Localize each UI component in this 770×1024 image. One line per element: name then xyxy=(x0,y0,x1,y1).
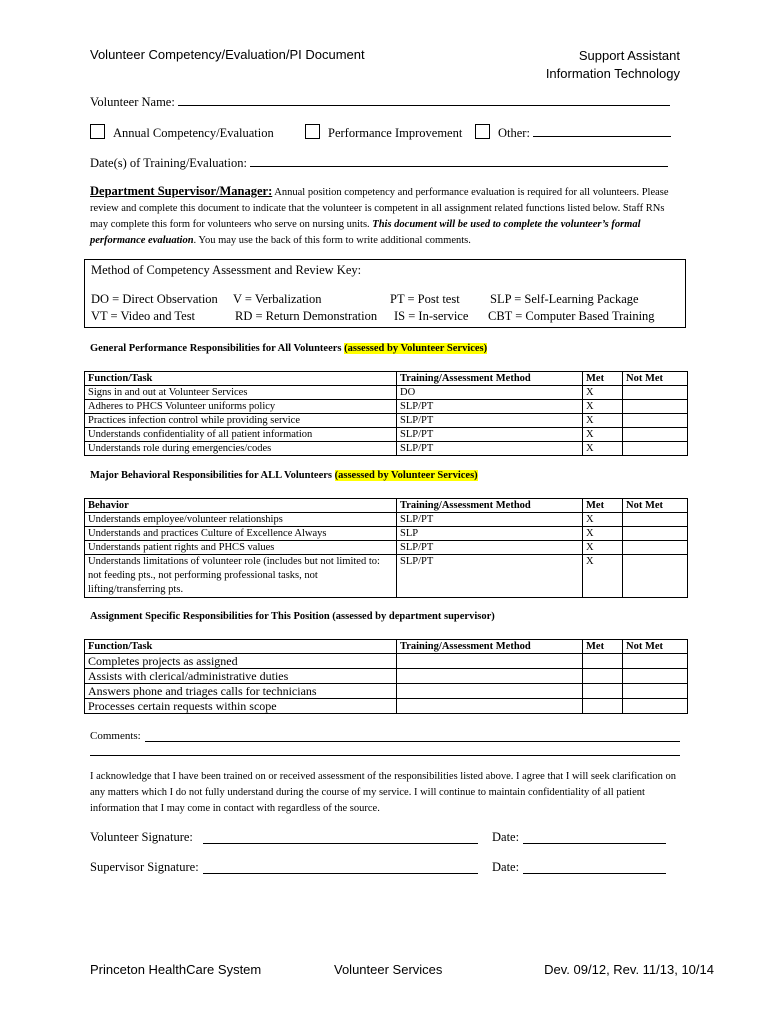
column-header: Met xyxy=(583,640,623,654)
behavior-cell: Understands patient rights and PHCS values xyxy=(85,541,397,555)
key-rd: RD = Return Demonstration xyxy=(235,309,378,323)
dates-row xyxy=(90,154,668,171)
method-cell[interactable] xyxy=(397,699,583,714)
performance-option[interactable] xyxy=(305,124,462,141)
supervisor-date-label: Date: xyxy=(492,860,520,874)
table-header-row xyxy=(85,372,688,386)
method-cell: SLP/PT xyxy=(397,400,583,414)
column-header: Not Met xyxy=(623,499,688,513)
volunteer-signature-field[interactable] xyxy=(203,843,478,844)
method-cell: SLP xyxy=(397,527,583,541)
column-header: Function/Task xyxy=(85,640,397,654)
instructions xyxy=(90,183,682,249)
section3-title: Assignment Specific Responsibilities for This Position (assessed by department supervisor) xyxy=(90,611,495,622)
annual-label: Annual Competency/Evaluation xyxy=(113,126,274,140)
comments-field-line2[interactable] xyxy=(90,755,680,756)
column-header: Function/Task xyxy=(85,372,397,386)
not-met-cell[interactable] xyxy=(623,555,688,598)
not-met-cell[interactable] xyxy=(623,527,688,541)
assignment-responsibilities-table xyxy=(84,639,688,714)
section2-title xyxy=(90,470,478,481)
supervisor-signature-field[interactable] xyxy=(203,873,478,874)
met-cell[interactable]: X xyxy=(583,400,623,414)
footer-revision: Dev. 09/12, Rev. 11/13, 10/14 xyxy=(544,962,714,977)
key-vt: VT = Video and Test xyxy=(91,309,196,323)
task-cell: Adheres to PHCS Volunteer uniforms policy xyxy=(85,400,397,414)
position-role: Support Assistant xyxy=(578,48,680,63)
instructions-text-a: Annual position competency and performance evaluation is required for all volunteers. Please review and complete this document to indicate that the volunteer is competent in all assignment related functions listed below. Staff RNs may complete this form for volunteers who serve on nursing units. xyxy=(90,187,669,230)
key-pt: PT = Post test xyxy=(390,292,460,306)
position-department: Information Technology xyxy=(545,66,680,81)
table-row xyxy=(85,513,688,527)
method-cell[interactable] xyxy=(397,684,583,699)
position-title xyxy=(546,47,680,83)
comments-label: Comments: xyxy=(90,730,141,742)
not-met-cell[interactable] xyxy=(623,442,688,456)
supervisor-signature-label: Supervisor Signature: xyxy=(90,860,199,874)
general-responsibilities-table xyxy=(84,371,688,456)
footer-organization: Princeton HealthCare System xyxy=(90,962,262,977)
method-cell: SLP/PT xyxy=(397,555,583,598)
table-row xyxy=(85,442,688,456)
table-row xyxy=(85,414,688,428)
table-header-row xyxy=(85,499,688,513)
volunteer-signature-label: Volunteer Signature: xyxy=(90,830,193,844)
column-header: Not Met xyxy=(623,372,688,386)
other-checkbox[interactable] xyxy=(475,124,490,139)
behavior-cell: Understands and practices Culture of Excellence Always xyxy=(85,527,397,541)
table-row xyxy=(85,669,688,684)
task-cell: Practices infection control while providing service xyxy=(85,414,397,428)
column-header: Met xyxy=(583,372,623,386)
section1-highlight: (assessed by Volunteer Services) xyxy=(344,343,488,354)
key-do: DO = Direct Observation xyxy=(91,292,218,306)
not-met-cell[interactable] xyxy=(623,428,688,442)
task-cell: Understands confidentiality of all patient information xyxy=(85,428,397,442)
section2-title-text: Major Behavioral Responsibilities for ALL Volunteers xyxy=(90,470,335,481)
supervisor-date-field[interactable] xyxy=(523,873,666,874)
task-cell: Assists with clerical/administrative duties xyxy=(85,669,397,684)
met-cell[interactable] xyxy=(583,669,623,684)
section1-title-text: General Performance Responsibilities for All Volunteers xyxy=(90,343,345,354)
method-cell: SLP/PT xyxy=(397,442,583,456)
column-header: Training/Assessment Method xyxy=(397,372,583,386)
table-row xyxy=(85,654,688,669)
met-cell[interactable]: X xyxy=(583,541,623,555)
footer-department: Volunteer Services xyxy=(334,962,443,977)
method-cell: SLP/PT xyxy=(397,414,583,428)
not-met-cell[interactable] xyxy=(623,386,688,400)
section2-highlight: (assessed by Volunteer Services) xyxy=(334,470,478,481)
not-met-cell[interactable] xyxy=(623,513,688,527)
table-row xyxy=(85,684,688,699)
column-header: Met xyxy=(583,499,623,513)
table-row xyxy=(85,555,688,598)
column-header: Training/Assessment Method xyxy=(397,499,583,513)
behavior-cell: Understands limitations of volunteer role (includes but not limited to: not feeding pts., not performing professional tasks, not lifting/transferring pts. xyxy=(85,555,397,598)
performance-label: Performance Improvement xyxy=(328,126,463,140)
method-cell: DO xyxy=(397,386,583,400)
task-cell: Signs in and out at Volunteer Services xyxy=(85,386,397,400)
volunteer-name-row xyxy=(90,93,670,110)
met-cell[interactable]: X xyxy=(583,414,623,428)
method-cell: SLP/PT xyxy=(397,513,583,527)
table-row xyxy=(85,699,688,714)
column-header: Not Met xyxy=(623,640,688,654)
task-cell: Processes certain requests within scope xyxy=(85,699,397,714)
column-header: Behavior xyxy=(85,499,397,513)
other-field[interactable] xyxy=(533,124,671,137)
method-cell: SLP/PT xyxy=(397,541,583,555)
met-cell[interactable]: X xyxy=(583,555,623,598)
other-label: Other: xyxy=(498,126,530,140)
not-met-cell[interactable] xyxy=(623,699,688,714)
table-row xyxy=(85,527,688,541)
not-met-cell[interactable] xyxy=(623,414,688,428)
task-cell: Understands role during emergencies/codes xyxy=(85,442,397,456)
annual-option[interactable] xyxy=(90,124,274,141)
key-v: V = Verbalization xyxy=(233,292,322,306)
instructions-heading: Department Supervisor/Manager: xyxy=(90,184,273,198)
table-row xyxy=(85,386,688,400)
not-met-cell[interactable] xyxy=(623,669,688,684)
key-is: IS = In-service xyxy=(394,309,469,323)
method-cell[interactable] xyxy=(397,654,583,669)
table-row xyxy=(85,428,688,442)
met-cell[interactable] xyxy=(583,684,623,699)
met-cell[interactable] xyxy=(583,699,623,714)
method-key-box xyxy=(84,259,686,328)
volunteer-date-label: Date: xyxy=(492,830,520,844)
met-cell[interactable]: X xyxy=(583,428,623,442)
volunteer-name-field[interactable] xyxy=(178,93,670,106)
document-title: Volunteer Competency/Evaluation/PI Document xyxy=(90,47,365,62)
behavior-cell: Understands employee/volunteer relationships xyxy=(85,513,397,527)
not-met-cell[interactable] xyxy=(623,400,688,414)
met-cell[interactable]: X xyxy=(583,527,623,541)
method-cell: SLP/PT xyxy=(397,428,583,442)
table-header-row xyxy=(85,640,688,654)
annual-checkbox[interactable] xyxy=(90,124,105,139)
met-cell[interactable] xyxy=(583,654,623,669)
volunteer-date-field[interactable] xyxy=(523,843,666,844)
met-cell[interactable]: X xyxy=(583,513,623,527)
section1-title xyxy=(90,343,487,354)
task-cell: Completes projects as assigned xyxy=(85,654,397,669)
acknowledgement: I acknowledge that I have been trained on or received assessment of the responsibilities listed above. I agree that I will seek clarification on any matters which I do not fully understand during the course of my service. I will continue to maintain confidentiality of all patient information that I may come in contact with regardless of the source. xyxy=(90,771,677,814)
instructions-emphasis: This document will be used to complete the volunteer’s formal performance evaluation xyxy=(90,219,641,246)
met-cell[interactable]: X xyxy=(583,386,623,400)
dates-field[interactable] xyxy=(250,154,668,167)
table-row xyxy=(85,400,688,414)
column-header: Training/Assessment Method xyxy=(397,640,583,654)
table-row xyxy=(85,541,688,555)
comments-field-line1[interactable] xyxy=(145,741,680,742)
instructions-text-b: . You may use the back of this form to write additional comments. xyxy=(193,235,471,246)
key-slp: SLP = Self-Learning Package xyxy=(490,292,639,306)
other-option[interactable] xyxy=(475,124,671,141)
not-met-cell[interactable] xyxy=(623,541,688,555)
task-cell: Answers phone and triages calls for technicians xyxy=(85,684,397,699)
key-cbt: CBT = Computer Based Training xyxy=(488,309,655,323)
volunteer-name-label: Volunteer Name: xyxy=(90,95,175,109)
behavioral-responsibilities-table xyxy=(84,498,688,598)
method-cell[interactable] xyxy=(397,669,583,684)
dates-label: Date(s) of Training/Evaluation: xyxy=(90,156,247,170)
not-met-cell[interactable] xyxy=(623,684,688,699)
method-key-title: Method of Competency Assessment and Review Key: xyxy=(91,263,362,277)
met-cell[interactable]: X xyxy=(583,442,623,456)
performance-checkbox[interactable] xyxy=(305,124,320,139)
not-met-cell[interactable] xyxy=(623,654,688,669)
